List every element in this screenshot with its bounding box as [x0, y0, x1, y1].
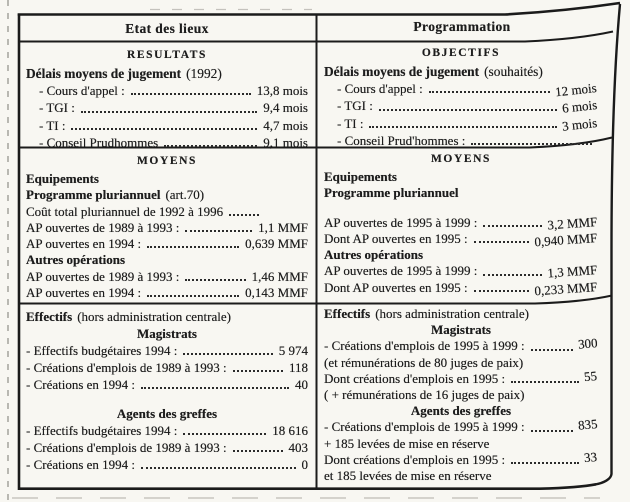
row-value: 0,233 MMF — [534, 278, 598, 299]
row-label: Dont créations d'emplois en 1995 : — [324, 370, 506, 386]
title-text: Effectifs — [324, 306, 371, 321]
table-row — [324, 115, 598, 132]
subsection-label: Autres opérations — [26, 252, 126, 268]
row-value: 118 — [288, 360, 308, 375]
dot-leader — [429, 91, 551, 93]
subsection-label: Programme pluriannuel — [324, 185, 459, 201]
row-value: 3,2 MMF — [547, 213, 598, 233]
row-value: 0,143 MMF — [245, 285, 308, 301]
row-value: 300 — [576, 335, 598, 353]
dot-leader — [483, 225, 542, 227]
dot-leader — [511, 381, 579, 383]
row-value: 1,3 MMF — [547, 262, 598, 281]
table-row — [324, 335, 598, 354]
table-row — [26, 359, 308, 376]
row-label: - Créations d'emplois de 1989 à 1993 : — [26, 360, 227, 375]
table-row — [324, 367, 598, 387]
section-heading: RESULTATS — [126, 49, 208, 61]
row-value: 55 — [583, 367, 598, 384]
dot-leader — [131, 93, 251, 95]
dot-leader — [141, 467, 295, 469]
row-label: AP ouvertes de 1989 à 1993 : — [26, 219, 180, 235]
row-value: 18 616 — [272, 423, 308, 438]
dot-leader — [147, 246, 239, 248]
row-label: - Créations en 1994 : — [26, 377, 136, 392]
row-label: et 185 levées de mise en réserve — [324, 468, 492, 484]
table-row — [26, 236, 308, 252]
dot-leader — [369, 126, 556, 128]
table-row — [324, 215, 598, 231]
row-label: - Conseil Prud'hommes : — [337, 132, 466, 148]
dot-leader — [147, 295, 239, 297]
dot-leader — [471, 143, 592, 145]
group-title — [324, 403, 598, 419]
row-value: 0,940 MMF — [534, 229, 598, 250]
title-note: (hors administration centrale) — [375, 306, 529, 321]
row-label: - Cours d'appel : — [39, 83, 125, 99]
table-row — [324, 468, 598, 484]
row-value: 403 — [288, 440, 308, 455]
title-note: (hors administration centrale) — [77, 309, 231, 324]
group-title — [26, 325, 308, 342]
row-label: - Effectifs budgétaires 1994 : — [26, 343, 178, 358]
row-value: 13,8 mois — [256, 83, 308, 99]
table-row — [26, 422, 308, 439]
row-value: 9,4 mois — [263, 100, 308, 116]
table-row — [26, 117, 308, 134]
row-label: AP ouvertes de 1995 à 1999 : — [324, 214, 478, 230]
section-heading: OBJECTIFS — [421, 47, 501, 59]
row-label: - Créations d'emplois de 1989 à 1993 : — [26, 440, 227, 455]
row-label: + 185 levées de mise en réserve — [324, 435, 490, 451]
title-note: (souhaités) — [484, 64, 543, 79]
subsection-label: Programme pluriannuel — [26, 187, 161, 203]
dot-leader — [185, 279, 245, 281]
table-row — [324, 448, 598, 468]
dot-leader — [71, 128, 257, 130]
table-row — [324, 263, 598, 279]
section-title — [26, 308, 308, 325]
subsection-label: Autres opérations — [324, 247, 424, 263]
group-label: Magistrats — [431, 322, 491, 338]
row-label: - Effectifs budgétaires 1994 : — [26, 423, 178, 438]
title-text: Délais moyens de jugement — [324, 64, 480, 79]
subsection-title — [324, 247, 598, 263]
dot-leader — [474, 290, 530, 292]
table-row — [26, 439, 308, 456]
section-heading: MOYENS — [136, 155, 198, 167]
dot-leader — [233, 450, 283, 452]
section-effectifs-left — [19, 306, 315, 487]
row-label: - TI : — [39, 117, 66, 133]
row-value: 1,46 MMF — [251, 268, 308, 284]
row-value: 1,1 MMF — [258, 219, 308, 235]
dot-leader — [185, 230, 252, 232]
row-label: - Créations d'emplois de 1995 à 1999 : — [324, 338, 525, 354]
section-resultats — [19, 43, 315, 150]
title-note: (1992) — [186, 66, 222, 81]
subsection-note: (art.70) — [165, 187, 205, 203]
table-row — [324, 80, 598, 100]
row-value: 835 — [576, 416, 598, 434]
dot-leader — [379, 109, 557, 111]
dot-leader — [183, 353, 272, 355]
table-row — [324, 355, 598, 371]
row-label: AP ouvertes de 1989 à 1993 : — [26, 268, 180, 284]
row-label: Coût total pluriannuel de 1992 à 1996 — [26, 203, 224, 219]
section-heading: MOYENS — [430, 153, 492, 165]
table-row — [26, 220, 308, 236]
dot-leader — [164, 145, 257, 147]
table-row — [324, 416, 598, 435]
table-row — [324, 229, 598, 250]
row-value: 9,1 mois — [263, 134, 308, 150]
row-label: Dont AP ouvertes en 1995 : — [324, 230, 468, 246]
subsection-label: Equipements — [324, 169, 397, 184]
group-label: Magistrats — [137, 326, 197, 341]
dot-leader — [183, 433, 266, 435]
dot-leader — [474, 241, 530, 243]
row-label: - Conseil Prudhommes — [39, 134, 159, 150]
subsection-title — [26, 187, 308, 203]
dot-leader — [511, 462, 579, 464]
subsection-title — [324, 185, 598, 201]
spacer — [324, 202, 598, 215]
row-value: 5 974 — [278, 343, 308, 358]
table-row — [324, 436, 598, 452]
row-label: - Créations en 1994 : — [26, 457, 136, 472]
row-value: 40 — [295, 377, 308, 392]
header-programmation: Programmation — [413, 19, 511, 34]
section-effectifs-right — [317, 304, 605, 485]
table-row — [26, 82, 308, 99]
row-value: 0,639 MMF — [245, 236, 308, 252]
group-label: Agents des greffes — [410, 403, 512, 419]
spacer — [26, 393, 308, 405]
dot-leader — [483, 274, 542, 276]
header-etat-des-lieux: Etat des lieux — [125, 21, 209, 36]
dot-leader — [233, 370, 283, 372]
table-row — [26, 285, 308, 301]
subsection-title — [26, 171, 308, 187]
table-row — [324, 278, 598, 299]
row-value: 33 — [583, 448, 598, 465]
group-title — [26, 405, 308, 422]
row-label: - TGI : — [39, 100, 75, 116]
table-row — [26, 269, 308, 285]
row-value: 6 mois — [561, 97, 598, 117]
section-moyens-right — [317, 147, 605, 299]
group-label: Agents des greffes — [116, 406, 218, 421]
table-row — [26, 342, 308, 359]
table-row — [26, 376, 308, 393]
row-label: - Créations d'emplois de 1995 à 1999 : — [324, 419, 525, 435]
row-label: Dont AP ouvertes en 1995 : — [324, 279, 468, 295]
row-label: (et rémunérations de 80 juges de paix) — [324, 354, 524, 370]
dot-leader — [141, 387, 289, 389]
row-label: - TGI : — [337, 98, 373, 114]
group-title — [324, 322, 598, 338]
section-title — [324, 63, 598, 80]
title-text: Effectifs — [26, 309, 73, 324]
row-label: AP ouvertes en 1994 : — [26, 285, 142, 301]
table-row — [26, 456, 308, 473]
table-row — [324, 387, 598, 403]
section-title — [26, 65, 308, 82]
section-moyens-left — [19, 149, 315, 301]
row-value: 0 — [301, 457, 308, 472]
subsection-title — [324, 169, 598, 185]
dot-leader — [229, 214, 259, 216]
dot-leader — [81, 111, 257, 113]
row-label: ( + rémunérations de 16 juges de paix) — [324, 387, 525, 403]
row-label: Dont créations d'emplois en 1995 : — [324, 451, 506, 467]
dot-leader — [531, 430, 573, 432]
table-row — [26, 99, 308, 116]
row-label: - TI : — [337, 115, 364, 131]
row-value: 3 mois — [561, 114, 598, 134]
title-text: Délais moyens de jugement — [26, 66, 182, 81]
subsection-label: Equipements — [26, 171, 99, 186]
dot-leader — [531, 349, 573, 351]
row-label: AP ouvertes de 1995 à 1999 : — [324, 263, 478, 279]
row-value: 12 mois — [554, 80, 598, 100]
section-title — [324, 306, 598, 322]
row-label: - Cours d'appel : — [337, 81, 423, 97]
row-value: 4,7 mois — [263, 117, 308, 133]
row-label: AP ouvertes en 1994 : — [26, 236, 142, 252]
section-objectifs — [317, 41, 605, 148]
subsection-title — [26, 252, 308, 268]
table-row — [26, 204, 308, 220]
